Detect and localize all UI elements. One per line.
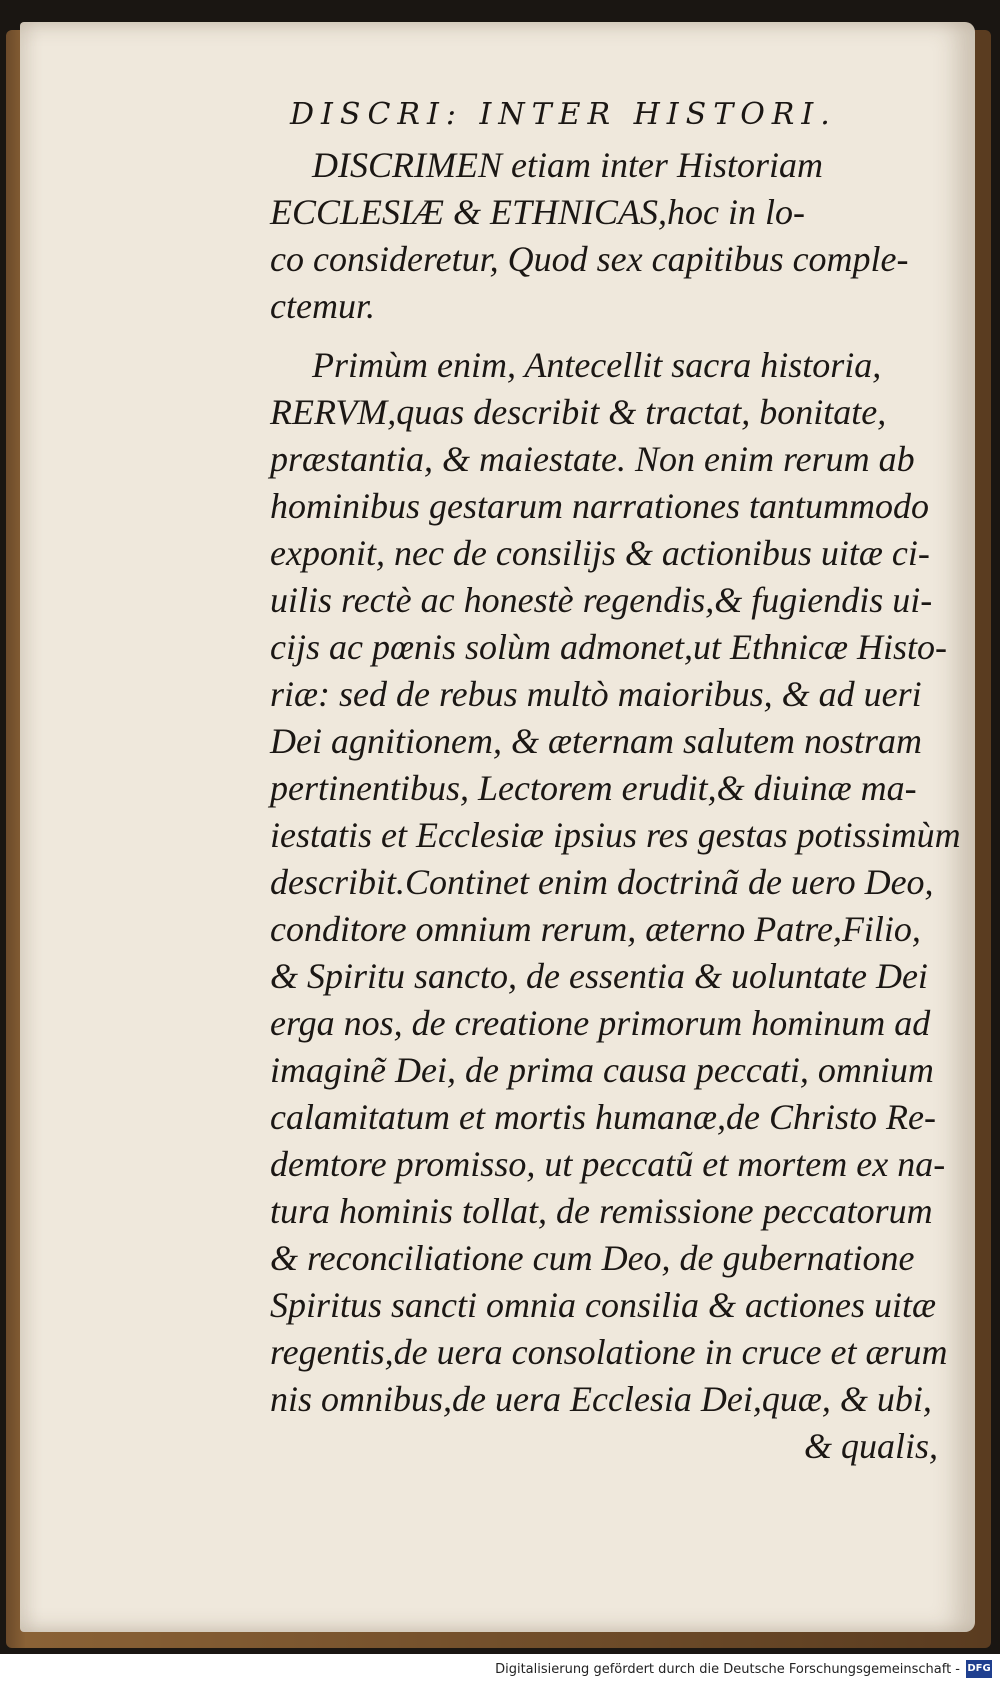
dfg-logo-icon: DFG: [966, 1660, 992, 1678]
text-line: iestatis et Ecclesiæ ipsius res gestas potissimùm: [270, 815, 961, 855]
text-line: RERVM,quas describit & tractat, bonitate,: [270, 392, 887, 432]
text-line: regentis,de uera consolatione in cruce et ærum: [270, 1332, 948, 1372]
text-block: [270, 142, 961, 1470]
text-line: & Spiritu sancto, de essentia & uoluntate Dei: [270, 956, 928, 996]
text-line: nis omnibus,de uera Ecclesia Dei,quæ, & ubi,: [270, 1379, 932, 1419]
text-line: & reconciliatione cum Deo, de gubernatione: [270, 1238, 915, 1278]
text-line: uilis rectè ac honestè regendis,& fugiendis ui-: [270, 580, 933, 620]
text-line: conditore omnium rerum, æterno Patre,Filio,: [270, 909, 921, 949]
text-line: co consideretur, Quod sex capitibus comple-: [270, 239, 909, 279]
text-line: exponit, nec de consilijs & actionibus uitæ ci-: [270, 533, 930, 573]
page-content: [270, 92, 961, 1470]
text-line: demtore promisso, ut peccatũ et mortem ex na-: [270, 1144, 946, 1184]
text-line: calamitatum et mortis humanæ,de Christo Re-: [270, 1097, 936, 1137]
text-line: pertinentibus, Lectorem erudit,& diuinæ ma-: [270, 768, 917, 808]
running-head: DISCRI: INTER HISTORI.: [290, 97, 837, 132]
text-line: erga nos, de creatione primorum hominum ad: [270, 1003, 931, 1043]
catchword: & qualis,: [803, 1426, 938, 1466]
text-line: imaginẽ Dei, de prima causa peccati, omnium: [270, 1050, 934, 1090]
text-line: ECCLESIÆ & ETHNICAS,hoc in lo-: [270, 192, 806, 232]
text-line: DISCRIMEN etiam inter Historiam: [312, 145, 823, 185]
text-line: tura hominis tollat, de remissione peccatorum: [270, 1191, 933, 1231]
text-line: præstantia, & maiestate. Non enim rerum ab: [270, 439, 915, 479]
text-line: hominibus gestarum narrationes tantummodo: [270, 486, 930, 526]
text-line: Spiritus sancti omnia consilia & actiones uitæ: [270, 1285, 936, 1325]
footer-bar: [0, 1654, 1000, 1684]
text-line: describit.Continet enim doctrinã de uero Deo,: [270, 862, 934, 902]
text-line: riæ: sed de rebus multò maioribus, & ad ueri: [270, 674, 922, 714]
text-line: ctemur.: [270, 286, 375, 326]
book-page: [20, 22, 975, 1632]
text-line: Primùm enim, Antecellit sacra historia,: [312, 345, 882, 385]
text-line: Dei agnitionem, & æternam salutem nostram: [270, 721, 922, 761]
funding-credit: Digitalisierung gefördert durch die Deutsche Forschungsgemeinschaft -: [495, 1662, 960, 1677]
text-line: cijs ac pœnis solùm admonet,ut Ethnicæ Histo-: [270, 627, 947, 667]
